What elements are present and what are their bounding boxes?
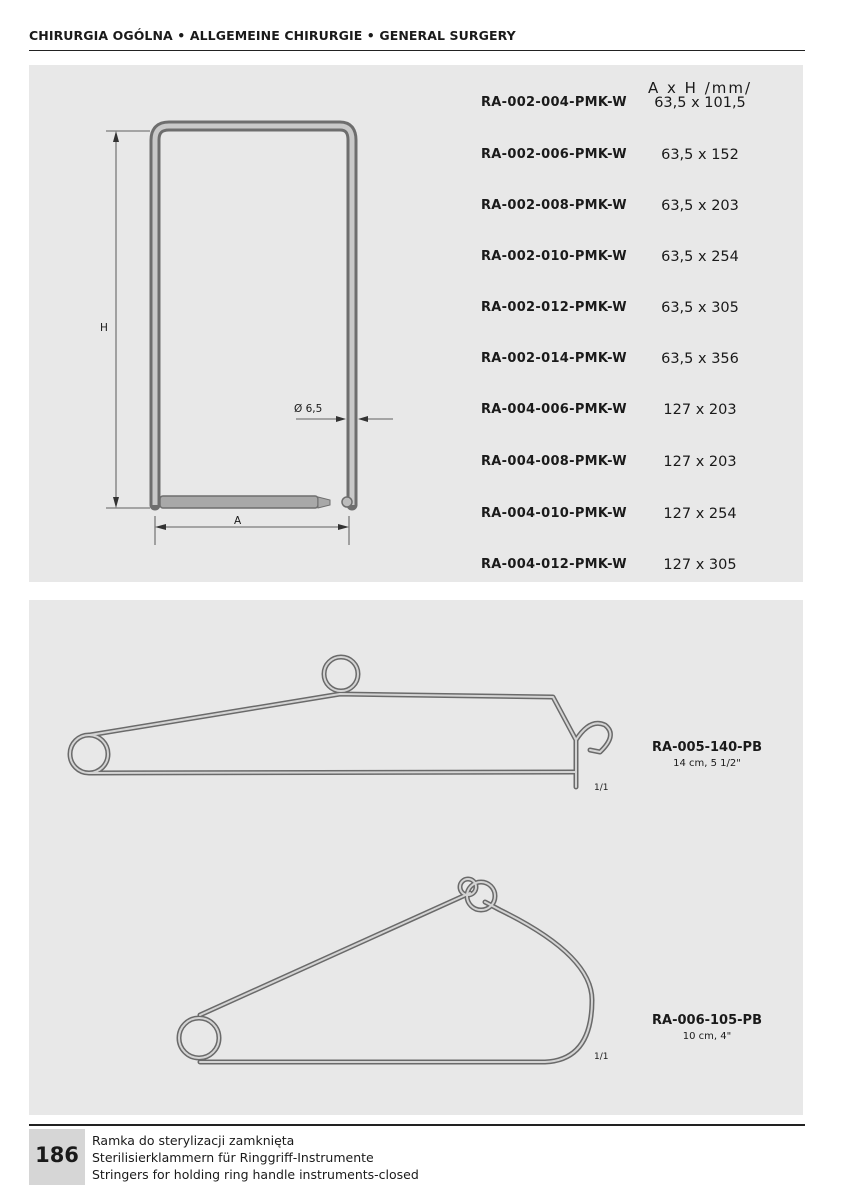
h-label: H xyxy=(100,322,108,334)
product-code: RA-005-140-PB xyxy=(652,740,762,755)
table-row-size: 63,5 x 203 xyxy=(661,198,739,214)
table-row-size: 127 x 203 xyxy=(663,402,737,418)
table-row-code: RA-002-014-PMK-W xyxy=(481,351,627,366)
diameter-label: Ø 6,5 xyxy=(294,403,323,415)
table-row-code: RA-004-008-PMK-W xyxy=(481,454,627,469)
table-row-code: RA-002-004-PMK-W xyxy=(481,95,627,110)
caption-polish: Ramka do sterylizacji zamknięta xyxy=(92,1133,295,1148)
stringer-10cm-image xyxy=(179,879,592,1062)
table-row-size: 127 x 305 xyxy=(663,557,737,573)
table-row-code: RA-004-010-PMK-W xyxy=(481,506,627,521)
table-row-size: 63,5 x 356 xyxy=(661,351,739,367)
a-label: A xyxy=(234,515,242,527)
table-row-size: 127 x 254 xyxy=(663,506,737,522)
page-number: 186 xyxy=(35,1143,79,1167)
table-row-code: RA-002-006-PMK-W xyxy=(481,147,627,162)
scale-label: 1/1 xyxy=(594,783,609,793)
section-header: CHIRURGIA OGÓLNA • ALLGEMEINE CHIRURGIE • GENERAL SURGERY xyxy=(29,28,516,43)
footer-divider xyxy=(29,1124,805,1126)
dimension-header: A x H /mm/ xyxy=(647,79,753,97)
table-row-size: 63,5 x 152 xyxy=(661,147,739,163)
table-row-code: RA-002-008-PMK-W xyxy=(481,198,627,213)
product-code: RA-006-105-PB xyxy=(652,1013,762,1028)
table-row-code: RA-002-010-PMK-W xyxy=(481,249,627,264)
caption-german: Sterilisierklammern für Ringgriff-Instrumente xyxy=(92,1150,374,1165)
table-row-size: 63,5 x 101,5 xyxy=(654,95,746,111)
product-size: 14 cm, 5 1/2" xyxy=(673,758,741,769)
table-row-size: 63,5 x 254 xyxy=(661,249,739,265)
table-row-code: RA-004-006-PMK-W xyxy=(481,402,627,417)
table-row-code: RA-002-012-PMK-W xyxy=(481,300,627,315)
stringer-14cm-image xyxy=(70,657,610,787)
table-row-code: RA-004-012-PMK-W xyxy=(481,557,627,572)
caption-english: Stringers for holding ring handle instruments-closed xyxy=(92,1167,419,1182)
table-row-size: 63,5 x 305 xyxy=(661,300,739,316)
table-row-size: 127 x 203 xyxy=(663,454,737,470)
scale-label: 1/1 xyxy=(594,1052,609,1062)
product-size: 10 cm, 4" xyxy=(682,1031,732,1042)
